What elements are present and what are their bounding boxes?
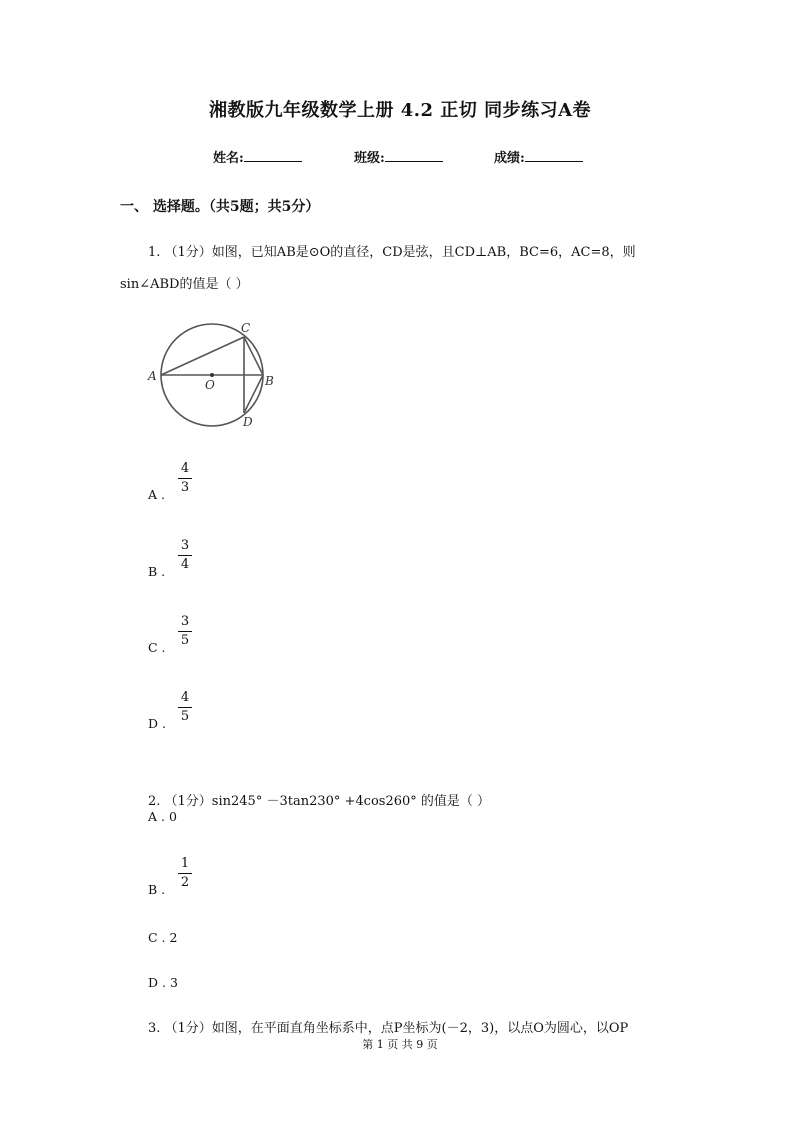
fraction-denominator: 2 [180,875,190,890]
q1-option-c-label: C . [148,640,166,655]
label-c: C [241,321,251,335]
score-label: 成绩: [494,151,525,166]
center-point [210,373,214,377]
class-blank [385,149,443,162]
q3-stem: 3. （1分）如图，在平面直角坐标系中，点P坐标为(－2，3)，以点O为圆心，以OP [148,1021,629,1036]
q2-option-b-fraction [178,857,192,890]
fraction-bar [178,873,192,874]
q1-option-c-fraction [178,615,192,648]
class-field [354,147,443,166]
fraction-bar [178,631,192,632]
q1-line1: 1. （1分）如图，已知AB是⊙O的直径，CD是弦，且CD⊥AB，BC=6，AC=8，则 [148,245,636,260]
name-label: 姓名: [213,151,244,166]
fraction-denominator: 4 [180,557,190,572]
fraction-bar [178,555,192,556]
score-field [494,147,583,166]
q1-line2: sin∠ABD的值是（ ） [120,277,249,292]
q2-option-b-label: B . [148,882,166,897]
fraction-denominator: 3 [180,480,190,495]
name-field [213,147,302,166]
name-blank [244,149,302,162]
q1-option-a-label: A . [148,487,165,502]
fraction-numerator: 3 [180,538,190,553]
label-a: A [148,369,157,383]
label-d: D [243,415,253,429]
q1-option-a-fraction [178,462,192,495]
label-o: O [205,378,215,392]
q1-option-b-label: B . [148,564,166,579]
fraction-denominator: 5 [180,709,190,724]
q2-stem: 2. （1分）sin245° －3tan230° +4cos260° 的值是（ ） [148,794,491,809]
fraction-bar [178,478,192,479]
fraction-bar [178,707,192,708]
fraction-denominator: 5 [180,633,190,648]
label-b: B [265,374,274,388]
q2-option-a: A . 0 [148,809,177,824]
q1-option-d-label: D . [148,716,166,731]
q1-option-d-fraction [178,691,192,724]
page-title: 湘教版九年级数学上册 4.2 正切 同步练习A卷 [208,100,592,121]
q2-option-d: D . 3 [148,975,178,990]
fraction-numerator: 1 [180,856,190,871]
class-label: 班级: [354,151,385,166]
page-footer: 第 1 页 共 9 页 [362,1038,438,1051]
q1-option-b-fraction [178,539,192,572]
q1-circle-figure [140,315,290,435]
fraction-numerator: 3 [180,614,190,629]
fraction-numerator: 4 [180,461,190,476]
score-blank [525,149,583,162]
q2-option-c: C . 2 [148,930,178,945]
section-heading: 一、 选择题。（共5题；共5分） [120,199,320,215]
fraction-numerator: 4 [180,690,190,705]
